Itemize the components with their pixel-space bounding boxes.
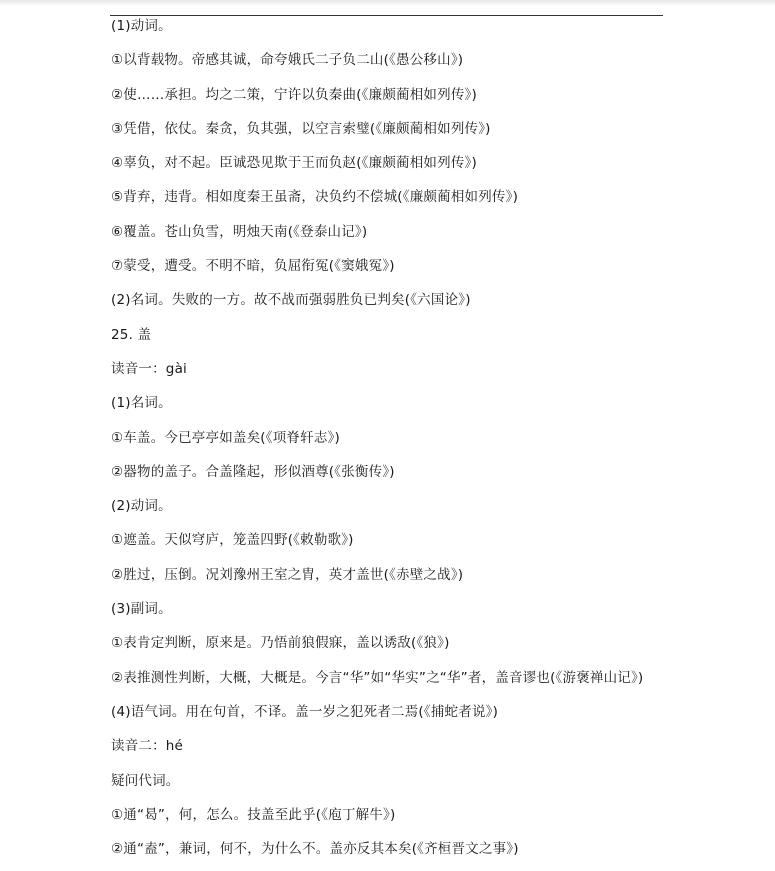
text-line: 疑问代词。 — [111, 772, 180, 789]
text-line: ①通“曷”，何，怎么。技盖至此乎(《庖丁解牛》) — [111, 806, 396, 823]
text-line: (2)名词。失败的一方。故不战而强弱胜负已判矣(《六国论》) — [111, 292, 471, 309]
text-line: ①车盖。今已亭亭如盖矣(《项脊轩志》) — [111, 429, 340, 446]
text-line: ②通“盍”，兼词，何不，为什么不。盖亦反其本矣(《齐桓晋文之事》) — [111, 841, 519, 858]
text-line: (3)副词。 — [111, 601, 172, 618]
text-line: ②使……承担。均之二策，宁许以负秦曲(《廉颇蔺相如列传》) — [111, 86, 477, 103]
text-line: ⑥覆盖。苍山负雪，明烛天南(《登泰山记》) — [111, 223, 368, 240]
text-line: ①表肯定判断，原来是。乃悟前狼假寐，盖以诱敌(《狼》) — [111, 635, 450, 652]
section-heading: 25. 盖 — [111, 326, 152, 343]
text-line: (2)动词。 — [111, 498, 172, 515]
text-line: ⑤背弃，违背。相如度秦王虽斋，决负约不偿城(《廉颇蔺相如列传》) — [111, 189, 519, 206]
text-line: ⑦蒙受，遭受。不明不暗，负屈衔冤(《窦娥冤》) — [111, 258, 395, 275]
text-line: ③凭借，依仗。秦贪，负其强，以空言索璧(《廉颇蔺相如列传》) — [111, 120, 491, 137]
pronunciation-heading: 读音二：hé — [111, 738, 184, 755]
text-line: (4)语气词。用在句首，不译。盖一岁之犯死者二焉(《捕蛇者说》) — [111, 703, 499, 720]
pronunciation-heading: 读音一：gài — [111, 360, 187, 377]
text-line: ②胜过，压倒。况刘豫州王室之胄，英才盖世(《赤壁之战》) — [111, 566, 464, 583]
text-line: ①遮盖。天似穹庐，笼盖四野(《敕勒歌》) — [111, 532, 354, 549]
text-line: (1)动词。 — [111, 18, 172, 34]
text-line: ①以背载物。帝感其诚，命夸娥氏二子负二山(《愚公移山》) — [111, 52, 464, 69]
text-line: ②器物的盖子。合盖隆起，形似酒尊(《张衡传》) — [111, 463, 395, 480]
text-line: ②表推测性判断，大概，大概是。今言“华”如“华实”之“华”者，盖音谬也(《游褒禅山记》) — [111, 669, 644, 686]
text-line: ④辜负，对不起。臣诚恐见欺于王而负赵(《廉颇蔺相如列传》) — [111, 155, 477, 172]
text-line: (1)名词。 — [111, 395, 172, 412]
text-lines — [111, 14, 751, 871]
